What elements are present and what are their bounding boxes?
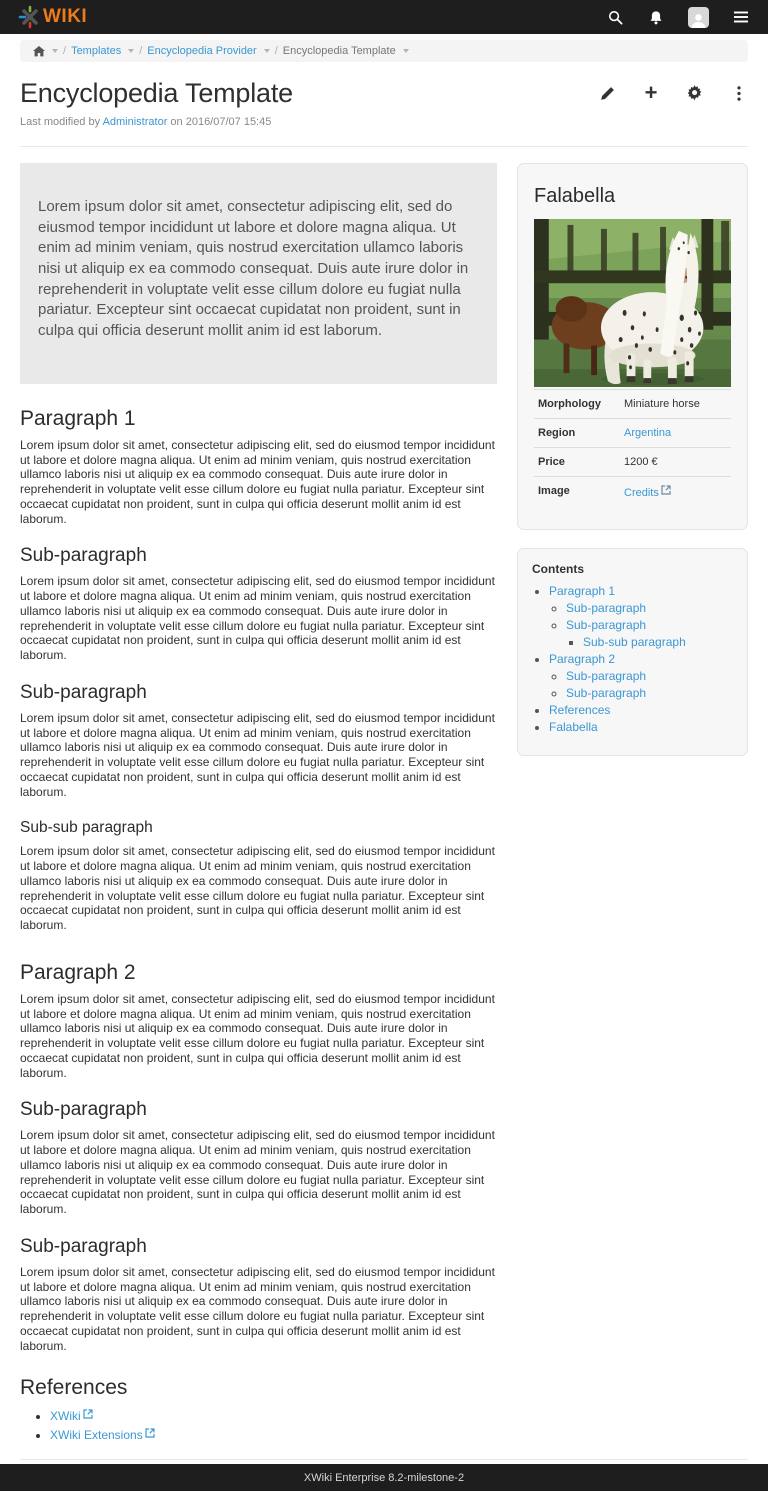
breadcrumb-provider-caret[interactable] (264, 49, 270, 53)
toc-item (549, 720, 733, 734)
xwiki-logo-text: WIKI (43, 6, 88, 27)
breadcrumb-home-caret[interactable] (52, 49, 58, 53)
section-heading-sub-paragraph: Sub-paragraph (20, 545, 147, 567)
section-paragraph: Lorem ipsum dolor sit amet, consectetur adipiscing elit, sed do eiusmod tempor incididunt ut labore et dolore magna aliqua. Ut enim ad minim veniam, quis nostrud exercitation ullamco laboris nisi ut aliquip ex ea commodo consequat. Duis aute irure dolor in reprehenderit in voluptate velit esse cillum dolore eu fugiat nulla pariatur. Excepteur sint occaecat cupidatat non proident, sunt in culpa qui officia deserunt mollit anim id est laborum. (20, 991, 495, 1080)
external-link-icon (145, 1427, 155, 1441)
toc-link-sub-paragraph[interactable]: Sub-paragraph (566, 686, 647, 700)
section-heading-paragraph-2: Paragraph 2 (20, 960, 136, 984)
settings-gear-icon[interactable] (686, 84, 704, 102)
header-divider (20, 146, 748, 147)
falabella-infobox-panel (517, 163, 748, 530)
section-paragraph: Lorem ipsum dolor sit amet, consectetur adipiscing elit, sed do eiusmod tempor incididunt ut labore et dolore magna aliqua. Ut enim ad minim veniam, quis nostrud exercitation ullamco laboris nisi ut aliquip ex ea commodo consequat. Duis aute irure dolor in reprehenderit in voluptate velit esse cillum dolore eu fugiat nulla pariatur. Excepteur sint occaecat cupidatat non proident, sunt in culpa qui officia deserunt mollit anim id est laborum. (20, 437, 495, 526)
reference-item (50, 1408, 497, 1423)
table-of-contents (532, 584, 733, 734)
infobox-label: Region (538, 427, 576, 439)
table-row (534, 448, 731, 477)
infobox-table (534, 389, 731, 507)
infobox-label: Price (538, 456, 565, 468)
infobox-value: Miniature horse (624, 398, 700, 410)
toc-link-paragraph-2[interactable]: Paragraph 2 (549, 652, 616, 666)
toc-item (549, 584, 733, 649)
reference-item (50, 1427, 497, 1442)
breadcrumb-templates[interactable]: Templates (71, 45, 122, 57)
table-row (534, 390, 731, 419)
toc-link-references[interactable]: References (549, 703, 611, 717)
breadcrumb-templates-caret[interactable] (128, 49, 134, 53)
infobox-value: 1200 € (624, 456, 658, 468)
external-link-icon (661, 485, 671, 498)
section-heading-references: References (20, 1376, 128, 1400)
xwiki-logo[interactable] (18, 5, 87, 29)
breadcrumb-current-page: Encyclopedia Template (282, 45, 396, 57)
references-list (50, 1408, 497, 1442)
search-icon[interactable] (606, 8, 624, 26)
section-paragraph: Lorem ipsum dolor sit amet, consectetur adipiscing elit, sed do eiusmod tempor incididunt ut labore et dolore magna aliqua. Ut enim ad minim veniam, quis nostrud exercitation ullamco laboris nisi ut aliquip ex ea commodo consequat. Duis aute irure dolor in reprehenderit in voluptate velit esse cillum dolore eu fugiat nulla pariatur. Excepteur sint occaecat cupidatat non proident, sunt in culpa qui officia deserunt mollit anim id est laborum. (20, 1128, 495, 1217)
falabella-horse-image (534, 219, 731, 387)
toc-link-sub-paragraph[interactable]: Sub-paragraph (566, 601, 647, 615)
table-row (534, 419, 731, 448)
infobox-title: Falabella (534, 185, 616, 207)
edit-pencil-icon[interactable] (598, 84, 616, 102)
app-footer (0, 1464, 768, 1491)
toc-item (566, 686, 733, 700)
toc-item (566, 601, 733, 615)
breadcrumb-current-caret[interactable] (403, 49, 409, 53)
toc-item (549, 703, 733, 717)
section-heading-sub-paragraph: Sub-paragraph (20, 1099, 147, 1121)
section-paragraph: Lorem ipsum dolor sit amet, consectetur adipiscing elit, sed do eiusmod tempor incididunt ut labore et dolore magna aliqua. Ut enim ad minim veniam, quis nostrud exercitation ullamco laboris nisi ut aliquip ex ea commodo consequat. Duis aute irure dolor in reprehenderit in voluptate velit esse cillum dolore eu fugiat nulla pariatur. Excepteur sint occaecat cupidatat non proident, sunt in culpa qui officia deserunt mollit anim id est laborum. (20, 710, 495, 799)
contents-panel (517, 548, 748, 756)
add-plus-icon[interactable]: + (644, 80, 658, 105)
top-navbar (0, 0, 768, 34)
toc-link-paragraph-1[interactable]: Paragraph 1 (549, 584, 616, 598)
page-title: Encyclopedia Template (20, 78, 293, 108)
toc-item (566, 618, 733, 649)
toc-link-sub-paragraph[interactable]: Sub-paragraph (566, 618, 647, 632)
argentina-link[interactable]: Argentina (624, 427, 672, 439)
last-modified-line: Last modified by Administrator on 2016/07/07 15:45 (20, 116, 272, 128)
xwiki-logo-x-icon (18, 5, 42, 29)
toc-item (566, 669, 733, 683)
more-kebab-icon[interactable] (730, 84, 748, 102)
bell-icon[interactable] (647, 8, 665, 26)
section-paragraph: Lorem ipsum dolor sit amet, consectetur adipiscing elit, sed do eiusmod tempor incididunt ut labore et dolore magna aliqua. Ut enim ad minim veniam, quis nostrud exercitation ullamco laboris nisi ut aliquip ex ea commodo consequat. Duis aute irure dolor in reprehenderit in voluptate velit esse cillum dolore eu fugiat nulla pariatur. Excepteur sint occaecat cupidatat non proident, sunt in culpa qui officia deserunt mollit anim id est laborum. (20, 1264, 495, 1353)
section-heading-paragraph-1: Paragraph 1 (20, 406, 136, 430)
version-label: XWiki Enterprise 8.2-milestone-2 (303, 1471, 465, 1484)
section-heading-sub-sub-paragraph: Sub-sub paragraph (20, 819, 153, 837)
toc-link-sub-sub-paragraph[interactable]: Sub-sub paragraph (583, 635, 686, 649)
infobox-label: Image (538, 485, 570, 497)
toc-link-sub-paragraph[interactable]: Sub-paragraph (566, 669, 647, 683)
table-row (534, 477, 731, 508)
toc-item (583, 635, 733, 649)
xwiki-extensions-link[interactable]: XWiki Extensions (50, 1427, 143, 1442)
user-avatar[interactable] (688, 7, 709, 28)
toc-link-falabella[interactable]: Falabella (549, 720, 598, 734)
section-heading-sub-paragraph: Sub-paragraph (20, 1235, 147, 1257)
section-heading-sub-paragraph: Sub-paragraph (20, 681, 147, 703)
breadcrumb: / Templates / Encyclopedia Provider / Encyclopedia Template (20, 40, 748, 62)
toc-item (549, 652, 733, 700)
modified-by-user-link[interactable]: Administrator (102, 116, 168, 128)
xwiki-link[interactable]: XWiki (50, 1409, 81, 1424)
breadcrumb-home-icon[interactable] (33, 46, 45, 57)
document-content (20, 163, 497, 1445)
external-link-icon (83, 1408, 93, 1422)
section-paragraph: Lorem ipsum dolor sit amet, consectetur adipiscing elit, sed do eiusmod tempor incididunt ut labore et dolore magna aliqua. Ut enim ad minim veniam, quis nostrud exercitation ullamco laboris nisi ut aliquip ex ea commodo consequat. Duis aute irure dolor in reprehenderit in voluptate velit esse cillum dolore eu fugiat nulla pariatur. Excepteur sint occaecat cupidatat non proident, sunt in culpa qui officia deserunt mollit anim id est laborum. (20, 844, 495, 933)
credits-link[interactable]: Credits (624, 487, 659, 499)
intro-summary-box: Lorem ipsum dolor sit amet, consectetur adipiscing elit, sed do eiusmod tempor incididunt ut labore et dolore magna aliqua. Ut enim ad minim veniam, quis nostrud exercitation ullamco laboris nisi ut aliquip ex ea commodo consequat. Duis aute irure dolor in reprehenderit in voluptate velit esse cillum dolore eu fugiat nulla pariatur. Excepteur sint occaecat cupidatat non proident, sunt in culpa qui officia deserunt mollit anim id est laborum. (20, 163, 497, 384)
section-paragraph: Lorem ipsum dolor sit amet, consectetur adipiscing elit, sed do eiusmod tempor incididunt ut labore et dolore magna aliqua. Ut enim ad minim veniam, quis nostrud exercitation ullamco laboris nisi ut aliquip ex ea commodo consequat. Duis aute irure dolor in reprehenderit in voluptate velit esse cillum dolore eu fugiat nulla pariatur. Excepteur sint occaecat cupidatat non proident, sunt in culpa qui officia deserunt mollit anim id est laborum. (20, 574, 495, 663)
breadcrumb-encyclopedia-provider[interactable]: Encyclopedia Provider (147, 45, 257, 57)
infobox-label: Morphology (538, 398, 601, 410)
contents-panel-title: Contents (532, 562, 584, 576)
hamburger-menu-icon[interactable] (732, 8, 750, 26)
